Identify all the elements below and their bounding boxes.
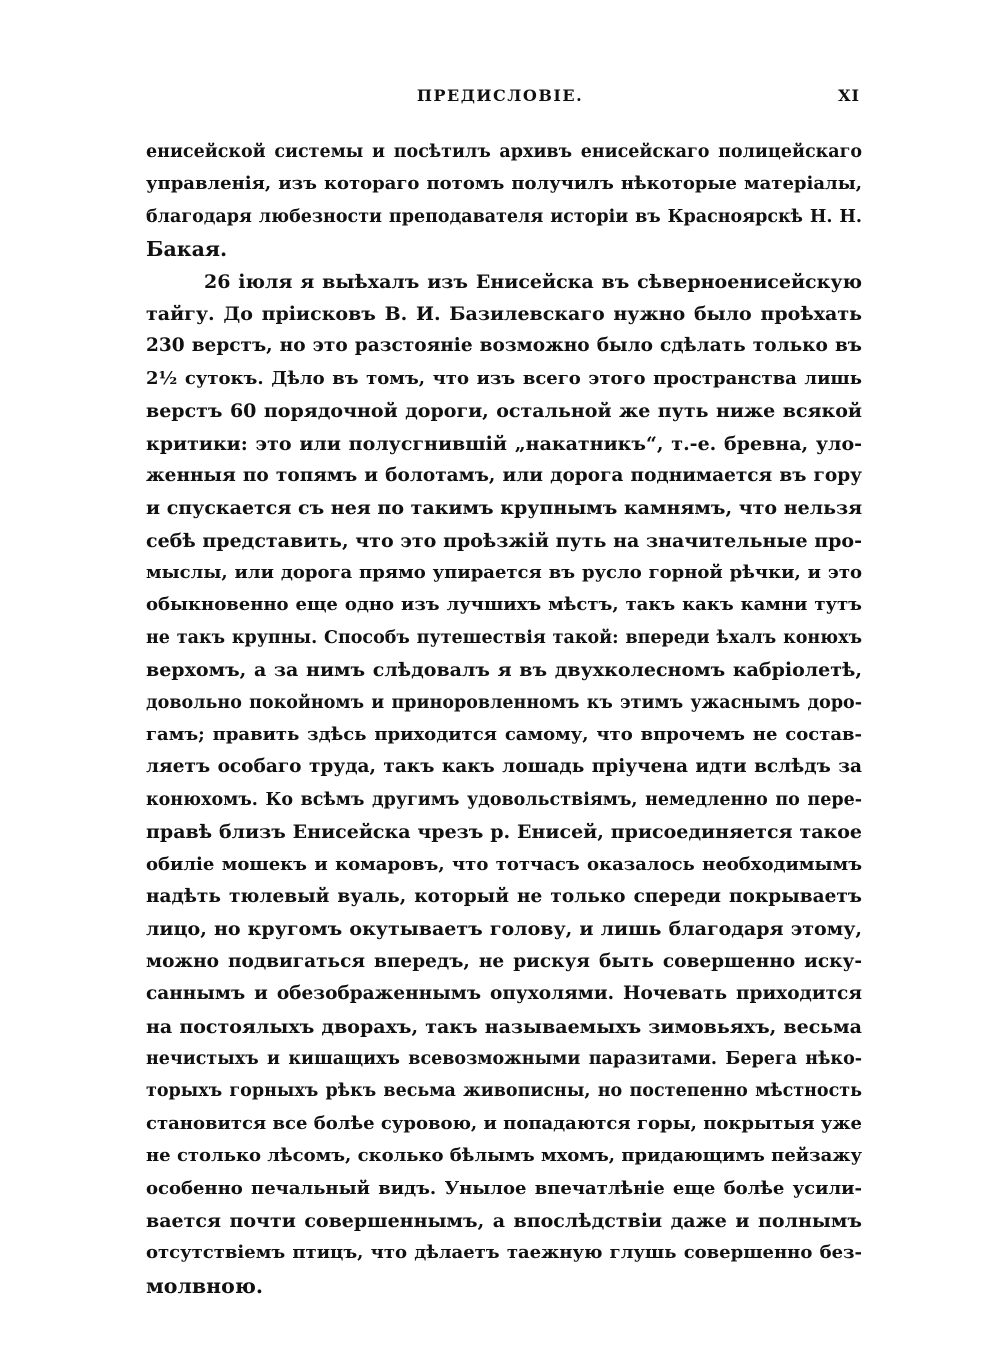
text-line: становится все болѣе суровою, и попадаются горы, покрытыя уже	[146, 1112, 862, 1134]
paragraph-first-line: 26 іюля я выѣхалъ изъ Енисейска въ сѣверноенисейскую	[204, 270, 862, 293]
text-line: критики: это или полусгнившій „накатникъ“, т.-е. бревна, уло-	[146, 432, 862, 455]
text-line: и спускается съ нея по такимъ крупнымъ камнямъ, что нельзя	[146, 497, 862, 520]
text-line: тайгу. До пріисковъ В. И. Базилевскаго нужно было проѣхать	[146, 302, 862, 325]
text-line: Бакая.	[146, 237, 228, 262]
text-line: 2½ сутокъ. Дѣло въ томъ, что изъ всего этого пространства лишь	[146, 367, 862, 389]
text-line: енисейской системы и посѣтилъ архивъ енисейскаго полицейскаго	[146, 142, 862, 162]
text-line: можно подвигаться впередъ, не рискуя быть совершенно иску-	[146, 950, 862, 972]
text-line: управленія, изъ котораго потомъ получилъ нѣкоторые матеріалы,	[146, 173, 862, 195]
text-line: на постоялыхъ дворахъ, такъ называемыхъ зимовьяхъ, весьма	[146, 1015, 862, 1038]
text-line: благодаря любезности преподавателя исторіи въ Красноярскѣ Н. Н.	[146, 206, 862, 227]
text-line: лицо, но кругомъ окутываетъ голову, и лишь благодаря этому,	[146, 918, 862, 941]
text-line: не такъ крупны. Способъ путешествія такой: впереди ѣхалъ конюхъ	[146, 627, 862, 648]
text-line: обиліе мошекъ и комаровъ, что тотчасъ оказалось необходимымъ	[146, 853, 862, 875]
text-line: обыкновенно еще одно изъ лучшихъ мѣстъ, такъ какъ камни тутъ	[146, 594, 862, 616]
text-line: нечистыхъ и кишащихъ всевозможными паразитами. Берега нѣко-	[146, 1048, 862, 1069]
text-line: гамъ; править здѣсь приходится самому, что впрочемъ не состав-	[146, 724, 862, 746]
text-line: не столько лѣсомъ, сколько бѣлымъ мхомъ, придающимъ пейзажу	[146, 1145, 862, 1167]
text-line: ляетъ особаго труда, такъ какъ лошадь пріучена идти вслѣдъ за	[146, 756, 862, 778]
text-line: женныя по топямъ и болотамъ, или дорога поднимается въ гору	[146, 464, 862, 486]
body-text	[146, 136, 862, 1302]
text-line: торыхъ горныхъ рѣкъ весьма живописны, но постепенно мѣстность	[146, 1081, 862, 1102]
text-line: довольно покойномъ и приноровленномъ къ этимъ ужаснымъ доро-	[146, 692, 862, 713]
text-line: 230 верстъ, но это разстояніе возможно было сдѣлать только въ	[146, 335, 862, 357]
running-title: ПРЕДИСЛОВІЕ.	[416, 86, 584, 105]
text-line: верхомъ, а за нимъ слѣдовалъ я въ двухколесномъ кабріолетѣ,	[146, 659, 862, 682]
text-line: себѣ представить, что это проѣзжій путь на значительные про-	[146, 529, 862, 552]
page-number: XI	[838, 86, 860, 105]
text-line: верстъ 60 порядочной дороги, остальной же путь ниже всякой	[146, 400, 862, 423]
text-line: отсутствіемъ птицъ, что дѣлаетъ таежную глушь совершенно без-	[146, 1242, 862, 1264]
text-line: вается почти совершеннымъ, а впослѣдствіи даже и полнымъ	[146, 1209, 862, 1232]
text-line: конюхомъ. Ко всѣмъ другимъ удовольствіямъ, немедленно по пере-	[146, 789, 862, 810]
running-head	[140, 86, 860, 110]
text-line: правѣ близъ Енисейска чрезъ р. Енисей, присоединяется такое	[146, 821, 862, 844]
text-line: мыслы, или дорога прямо упирается въ русло горной рѣчки, и это	[146, 562, 862, 584]
text-line: надѣть тюлевый вуаль, который не только спереди покрываетъ	[146, 885, 862, 907]
text-line: саннымъ и обезображеннымъ опухолями. Ночевать приходится	[146, 983, 862, 1005]
text-line: молвною.	[146, 1273, 264, 1298]
text-line: особенно печальный видъ. Унылое впечатлѣніе еще болѣе усили-	[146, 1177, 862, 1199]
